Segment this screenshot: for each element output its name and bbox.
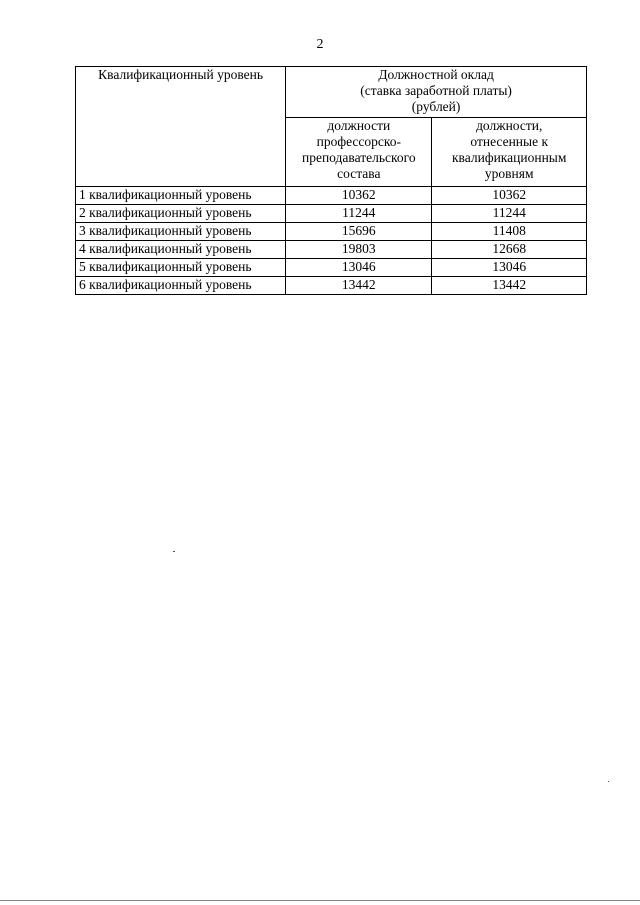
other-salary-cell: 11244 <box>432 205 587 223</box>
header-other-line: квалификационным <box>452 150 567 165</box>
header-pps-line: преподавательского <box>301 150 416 165</box>
level-cell: 4 квалификационный уровень <box>76 241 286 259</box>
table-row <box>76 259 587 277</box>
pps-salary-cell: 19803 <box>286 241 432 259</box>
table-row <box>76 223 587 241</box>
level-cell: 6 квалификационный уровень <box>76 277 286 295</box>
table-header-row <box>76 67 587 118</box>
page-number: 2 <box>316 37 324 52</box>
header-pps-line: профессорско- <box>316 134 401 149</box>
pps-salary-cell: 11244 <box>286 205 432 223</box>
header-other-positions <box>432 118 587 187</box>
scan-speck <box>173 551 175 552</box>
header-other-line: уровням <box>484 166 534 181</box>
header-other-line: отнесенные к <box>470 134 549 149</box>
header-salary-line: (ставка заработной платы) <box>360 83 512 98</box>
other-salary-cell: 11408 <box>432 223 587 241</box>
header-pps-line: должности <box>327 118 391 133</box>
other-salary-cell: 12668 <box>432 241 587 259</box>
header-salary-line: (рублей) <box>411 99 461 114</box>
pps-salary-cell: 13442 <box>286 277 432 295</box>
pps-salary-cell: 10362 <box>286 187 432 205</box>
table-row <box>76 277 587 295</box>
table-row <box>76 187 587 205</box>
pps-salary-cell: 13046 <box>286 259 432 277</box>
header-pps-line: состава <box>337 166 381 181</box>
header-pps-positions <box>286 118 432 187</box>
level-cell: 3 квалификационный уровень <box>76 223 286 241</box>
header-salary-line: Должностной оклад <box>378 67 494 82</box>
scan-bottom-edge <box>0 900 640 901</box>
other-salary-cell: 13046 <box>432 259 587 277</box>
other-salary-cell: 13442 <box>432 277 587 295</box>
level-cell: 5 квалификационный уровень <box>76 259 286 277</box>
other-salary-cell: 10362 <box>432 187 587 205</box>
table-row <box>76 241 587 259</box>
level-cell: 2 квалификационный уровень <box>76 205 286 223</box>
table-row <box>76 205 587 223</box>
pps-salary-cell: 15696 <box>286 223 432 241</box>
header-qualification-level: Квалификационный уровень <box>76 67 286 187</box>
salary-table <box>75 66 587 295</box>
scan-speck <box>608 781 609 782</box>
header-salary <box>286 67 587 118</box>
level-cell: 1 квалификационный уровень <box>76 187 286 205</box>
header-other-line: должности, <box>476 118 543 133</box>
